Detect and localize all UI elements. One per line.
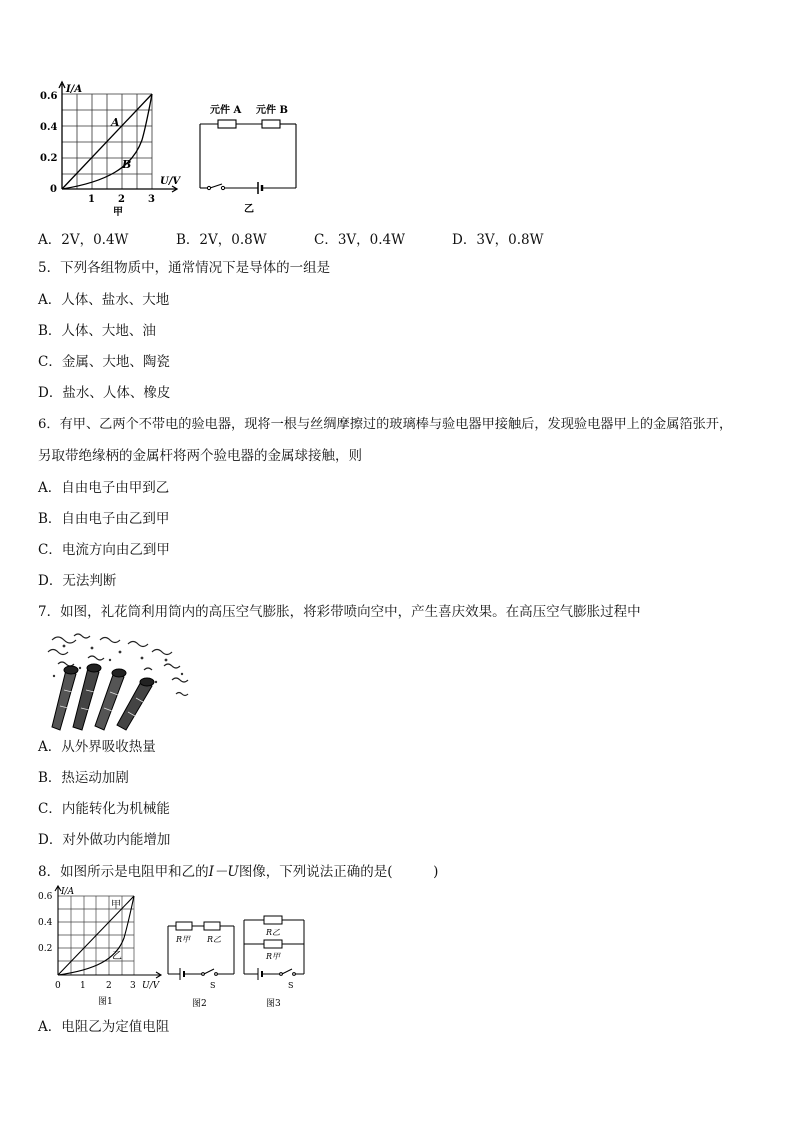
y-tick: 0.2 [38, 944, 53, 954]
q6-stem-line1: 6．有甲、乙两个不带电的验电器，现将一根与丝绸摩擦过的玻璃棒与验电器甲接触后，发现验电器甲上的金属箔张开， [38, 417, 733, 432]
x-tick: 3 [148, 194, 155, 205]
q8-stem [38, 863, 438, 881]
y-tick: 0.2 [40, 153, 58, 164]
q7-option-c[interactable]: C．内能转化为机械能 [38, 801, 170, 817]
q5-option-c[interactable]: C．金属、大地、陶瓷 [38, 354, 170, 370]
q8-circuit-fig3 [240, 906, 314, 1014]
q6-option-a[interactable]: A．自由电子由甲到乙 [38, 480, 170, 496]
x-axis-label: U/V [142, 981, 160, 991]
q6-option-b[interactable]: B．自由电子由乙到甲 [38, 511, 170, 527]
q4-graph-jia [36, 80, 186, 220]
figure-caption: 图2 [192, 999, 207, 1009]
jia-curve-label: 甲 [111, 900, 121, 911]
y-tick: 0.6 [40, 91, 58, 102]
q8-stem-formula: I－U [208, 864, 239, 880]
option-c[interactable]: C．3V，0.4W [314, 232, 406, 248]
q8-option-a[interactable]: A．电阻乙为定值电阻 [38, 1019, 170, 1035]
q8-stem-prefix: 8．如图所示是电阻甲和乙的 [38, 864, 209, 880]
y-tick: 0 [50, 184, 57, 195]
q7-stem: 7．如图，礼花筒利用筒内的高压空气膨胀，将彩带喷向空中，产生喜庆效果。在高压空气膨胀过程中 [38, 604, 641, 620]
q5-stem: 5．下列各组物质中，通常情况下是导体的一组是 [38, 260, 331, 276]
x-tick: 2 [118, 194, 125, 205]
x-axis-label: U/V [160, 176, 181, 187]
resistor-label: R乙 [207, 935, 222, 944]
q7-option-b[interactable]: B．热运动加剧 [38, 770, 129, 786]
resistor-label: R甲 [266, 952, 281, 961]
figure-caption: 图3 [266, 999, 281, 1009]
q4-circuit-yi [192, 98, 307, 220]
resistor-label: R甲 [176, 935, 191, 944]
y-tick: 0.6 [38, 892, 53, 902]
q6-option-d[interactable]: D．无法判断 [38, 573, 117, 589]
q8-circuit-fig2 [162, 914, 240, 1014]
q6-stem-line2: 另取带绝缘柄的金属杆将两个验电器的金属球接触，则 [38, 448, 362, 464]
x-tick: 1 [80, 981, 86, 991]
q7-option-d[interactable]: D．对外做功内能增加 [38, 832, 171, 848]
figure-caption: 图1 [98, 997, 113, 1007]
q8-stem-suffix: 图像，下列说法正确的是( ) [238, 864, 439, 880]
curve-a-label: A [111, 116, 120, 129]
resistor-label: R乙 [266, 928, 281, 937]
y-tick: 0.4 [40, 122, 58, 133]
component-b-label: 元件 B [256, 105, 288, 116]
switch-label: S [210, 981, 216, 990]
q5-option-b[interactable]: B．人体、大地、油 [38, 323, 156, 339]
q5-option-a[interactable]: A．人体、盐水、大地 [38, 292, 170, 308]
q7-option-a[interactable]: A．从外界吸收热量 [38, 739, 156, 755]
curve-b-label: B [122, 158, 132, 171]
party-popper-image [44, 630, 194, 732]
y-axis-label: I/A [66, 84, 83, 95]
x-tick: 3 [130, 981, 136, 991]
yi-curve-label: 乙 [112, 951, 122, 962]
x-tick: 1 [88, 194, 95, 205]
option-b[interactable]: B．2V，0.8W [176, 232, 267, 248]
component-a-label: 元件 A [210, 105, 242, 116]
switch-label: S [288, 981, 294, 990]
x-tick: 2 [106, 981, 112, 991]
option-d[interactable]: D．3V，0.8W [452, 232, 544, 248]
figure-caption: 乙 [244, 204, 254, 215]
q8-graph-fig1 [36, 884, 166, 1012]
y-axis-label: I/A [61, 887, 75, 897]
q5-option-d[interactable]: D．盐水、人体、橡皮 [38, 385, 171, 401]
figure-caption: 甲 [113, 207, 123, 218]
x-tick: 0 [55, 981, 61, 991]
q6-option-c[interactable]: C．电流方向由乙到甲 [38, 542, 170, 558]
y-tick: 0.4 [38, 918, 53, 928]
option-a[interactable]: A．2V，0.4W [38, 232, 129, 248]
